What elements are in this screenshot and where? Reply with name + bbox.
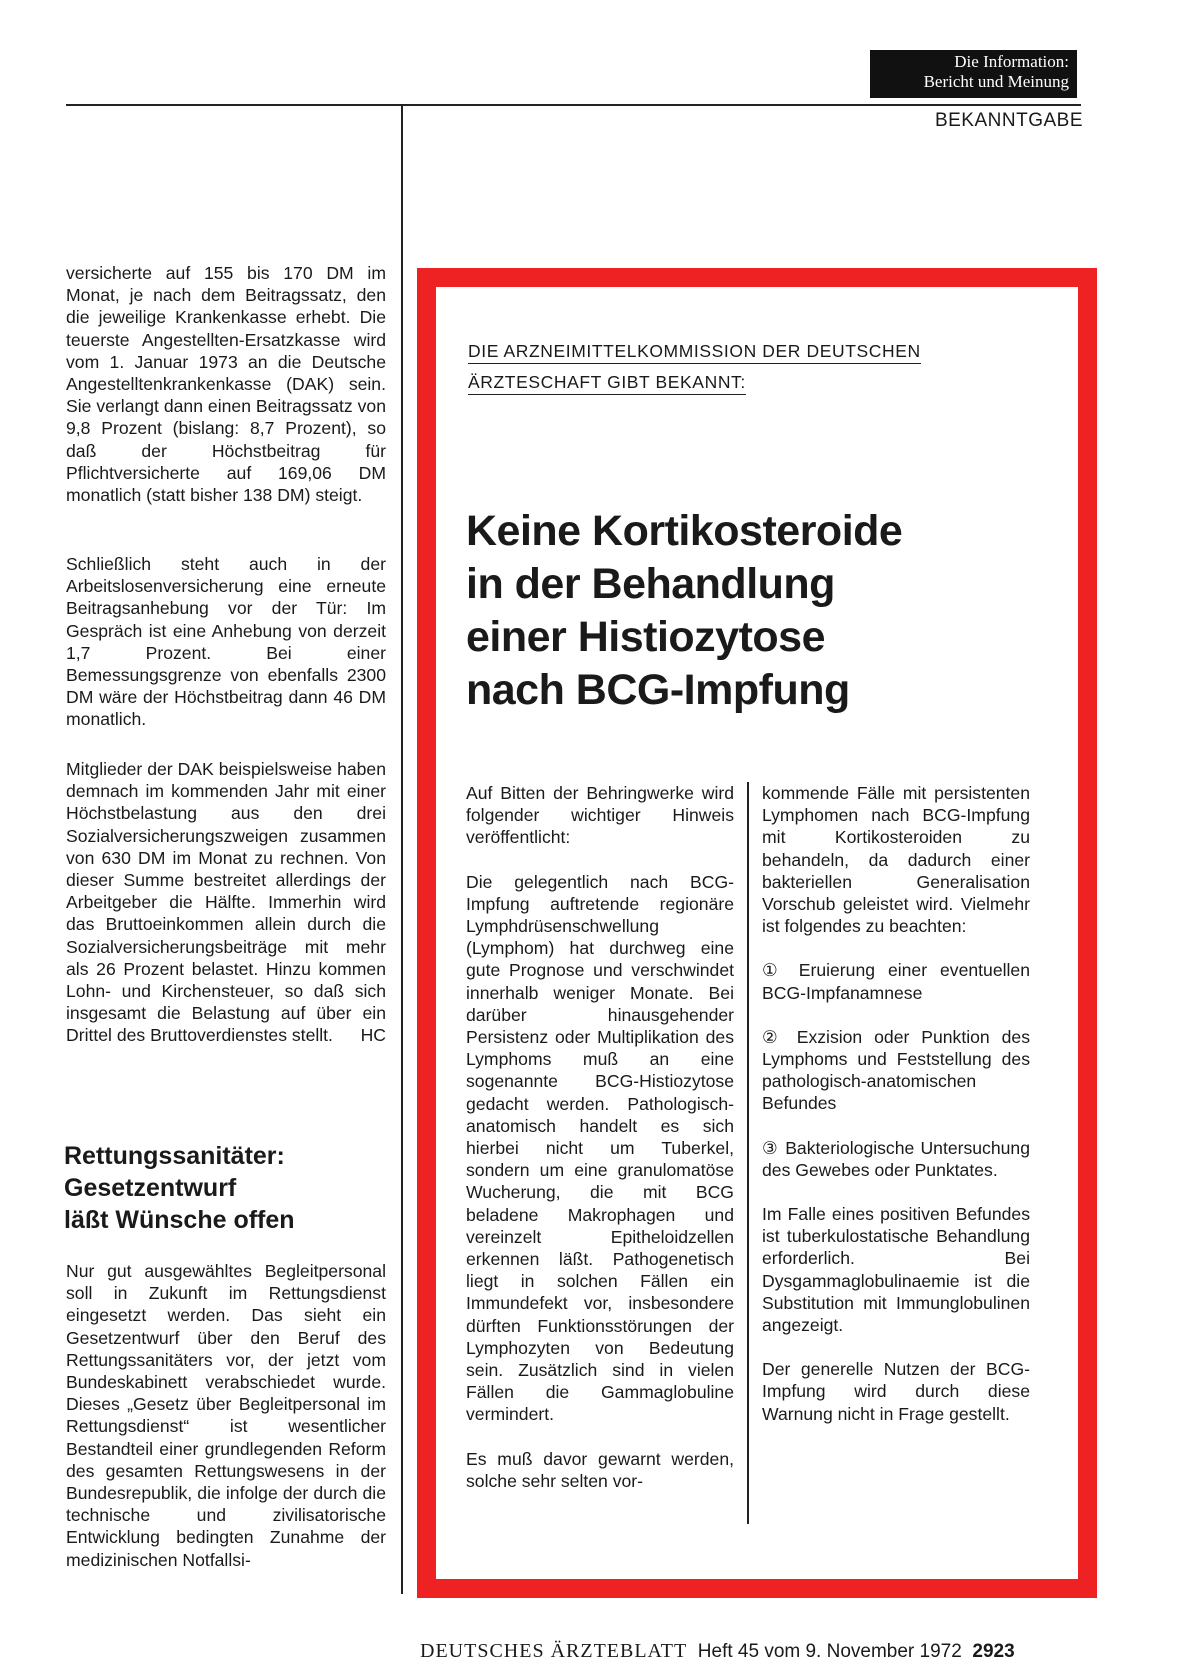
- page-footer: [420, 1640, 1015, 1663]
- badge-line-2: Bericht und Meinung: [923, 72, 1069, 91]
- badge-line-1: Die Information:: [954, 52, 1069, 71]
- announcement-column-1: Auf Bitten der Behringwerke wird folgender wichtiger Hinweis veröffentlicht: Die gelegentlich nach BCG-Impfung auftretende regionäre Lymphdrüsenschwellung (Lymphom) hat durchweg eine gute Prognose und verschwindet innerhalb weniger Monate. Bei darüber hinausgehender Persistenz oder Multiplikation des Lymphoms muß an eine sogenannte BCG-Histiozytose gedacht werden. Pathologisch-anatomisch handelt es sich hierbei nicht um Tuberkel, sondern um eine granulomatöse Wucherung, die mit BCG beladene Makrophagen und vereinzelt Epitheloidzellen erkennen läßt. Pathogenetisch liegt in solchen Fällen ein Immundefekt vor, insbesondere dürften Funktionsstörungen der Lymphozyten von Bedeutung sein. Zusätzlich sind in vielen Fällen die Gammaglobuline vermindert. Es muß davor gewarnt werden, solche sehr selten vor-: [466, 783, 734, 1491]
- left-paragraph-3: Mitglieder der DAK beispielsweise haben demnach im kommenden Jahr mit einer Höchstbelastung aus den drei Sozialversicherungszweigen zusammen von 630 DM im Monat zu rechnen. Von dieser Summe bestreitet allerdings der Arbeitgeber die Hälfte. Immerhin wird das Bruttoeinkommen allein durch die Sozialversicherungsbeiträge mit mehr als 26 Prozent belastet. Hinzu kommen Lohn- und Kirchensteuer, so daß sich insgesamt die Belastung auf über ein Drittel des Bruttoverdienstes stellt. HC: [66, 759, 386, 1046]
- announcement-line-2: ÄRZTESCHAFT GIBT BEKANNT:: [468, 372, 968, 393]
- announcement-line-1: DIE ARZNEIMITTELKOMMISSION DER DEUTSCHEN: [468, 341, 968, 362]
- page-number: 2923: [972, 1641, 1015, 1662]
- top-rule: [66, 104, 1081, 106]
- section-label: BEKANNTGABE: [934, 110, 1083, 131]
- article-subheadline: Rettungssanitäter: Gesetzentwurf läßt Wünsche offen: [64, 1142, 295, 1234]
- column-rule: [401, 104, 403, 1594]
- issue-info: Heft 45 vom 9. November 1972: [697, 1641, 962, 1662]
- author-initials: HC: [360, 1025, 386, 1046]
- rubric-badge: [870, 50, 1077, 98]
- left-paragraph-2: Schließlich steht auch in der Arbeitslosenversicherung eine erneute Beitragsanhebung vor der Tür: Im Gespräch ist eine Anhebung von derzeit 1,7 Prozent. Bei einer Bemessungsgrenze von ebenfalls 2300 DM wäre der Höchstbeitrag dann 46 DM monatlich.: [66, 554, 386, 730]
- column-divider: [747, 782, 749, 1524]
- announcement-column-2: kommende Fälle mit persistenten Lymphomen nach BCG-Impfung mit Kortikosteroiden zu behandeln, da dadurch einer bakteriellen Generalisation Vorschub geleistet wird. Vielmehr ist folgendes zu beachten: ① Eruierung einer eventuellen BCG-Impfanamnese ② Exzision oder Punktion des Lymphoms und Feststellung des pathologisch-anatomischen Befundes ③ Bakteriologische Untersuchung des Gewebes oder Punktates. Im Falle eines positiven Befundes ist tuberkulostatische Behandlung erforderlich. Bei Dysgammaglobulinaemie ist die Substitution mit Immunglobulinen angezeigt. Der generelle Nutzen der BCG-Impfung wird durch diese Warnung nicht in Frage gestellt.: [762, 783, 1030, 1424]
- left-paragraph-4: Nur gut ausgewähltes Begleitpersonal soll in Zukunft im Rettungsdienst eingesetzt werden. Das sieht ein Gesetzentwurf über den Beruf des Rettungssanitäters vor, der jetzt vom Bundeskabinett verabschiedet wurde. Dieses „Gesetz über Begleitpersonal im Rettungsdienst“ ist wesentlicher Bestandteil einer grundlegenden Reform des gesamten Rettungswesens in der Bundesrepublik, die infolge der durch die technische und zivilisatorische Entwicklung bedingten Zunahme der medizinischen Notfallsi-: [66, 1261, 386, 1570]
- magazine-name: DEUTSCHES ÄRZTEBLATT: [420, 1640, 688, 1662]
- left-paragraph-1: versicherte auf 155 bis 170 DM im Monat, je nach dem Beitragssatz, den die jeweilige Krankenkasse erhebt. Die teuerste Angestellten-Ersatzkasse wird vom 1. Januar 1973 an die Deutsche Angestelltenkrankenkasse (DAK) sein. Sie verlangt dann einen Beitragssatz von 9,8 Prozent (bislang: 8,7 Prozent), so daß der Höchstbeitrag für Pflichtversicherte auf 169,06 DM monatlich (statt bisher 138 DM) steigt.: [66, 263, 386, 506]
- announcement-headline: Keine Kortikosteroide in der Behandlung einer Histiozytose nach BCG-Impfung: [466, 507, 903, 714]
